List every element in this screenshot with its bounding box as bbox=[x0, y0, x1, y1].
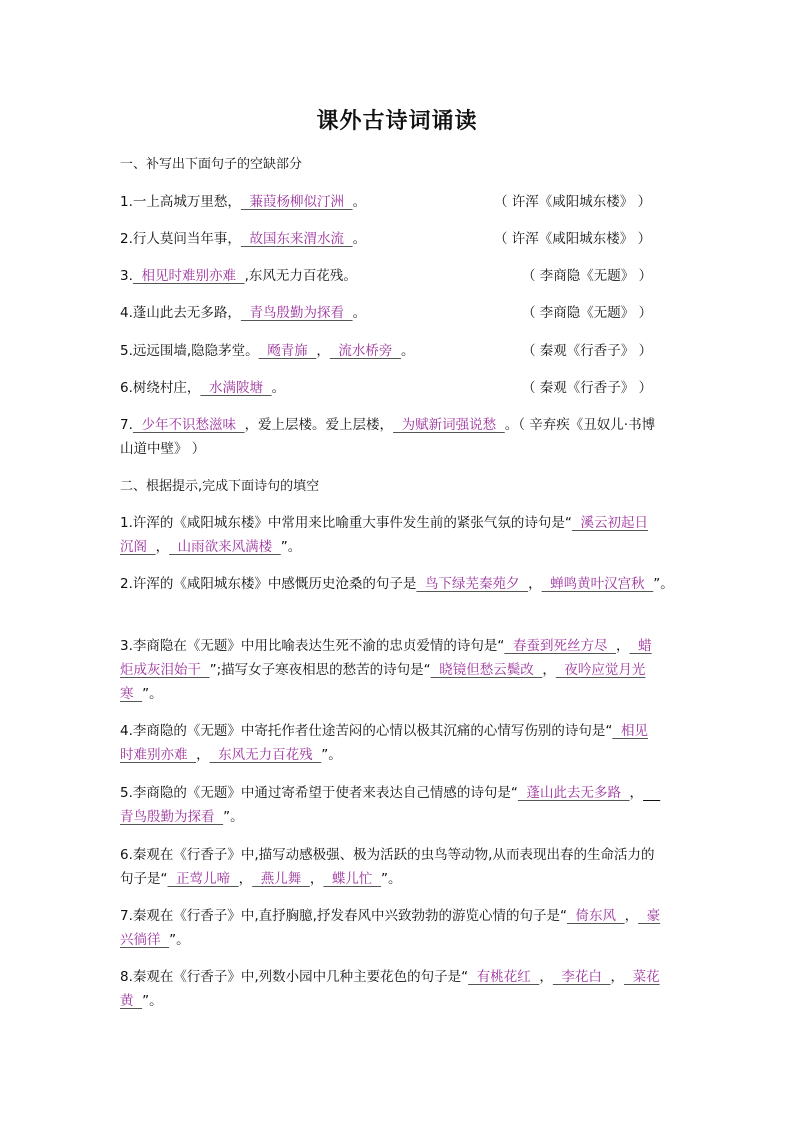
section2-heading: 二、根据提示,完成下面诗句的填空 bbox=[120, 479, 320, 494]
s2-q8-text: 8.秦观在《行香子》中,列数小园中几种主要花色的句子是“ bbox=[120, 969, 469, 985]
s2-q1-end: ”。 bbox=[280, 539, 302, 555]
s2-q6-line2 bbox=[120, 869, 402, 889]
s2-q3-sep2: ， bbox=[542, 662, 556, 678]
s2-q3-answer-4b: 寒 bbox=[120, 686, 143, 702]
s1-q6-answer: 水满陂塘 bbox=[200, 380, 272, 396]
s2-q4-answer-2: 东风无力百花残 bbox=[209, 747, 322, 763]
s2-q5-end: ”。 bbox=[223, 809, 244, 825]
s2-q6-sep2: ， bbox=[309, 871, 324, 887]
s2-q8-line2 bbox=[120, 991, 163, 1011]
s1-q6-end: 。 bbox=[271, 380, 286, 396]
s2-q7-text: 7.秦观在《行香子》中,直抒胸臆,抒发春风中兴致勃勃的游览心情的句子是“ bbox=[120, 908, 567, 924]
s1-q5-answer-2: 流水桥旁 bbox=[329, 343, 402, 359]
s2-q6: 6.秦观在《行香子》中,描写动感极强、极为活跃的虫鸟等动物,从而表现出春的生命活力的 bbox=[120, 847, 655, 863]
s2-q5-text: 5.李商隐的《无题》中通过寄希望于使者来表达自己情感的诗句是“ bbox=[120, 785, 518, 801]
s1-q1-end: 。 bbox=[352, 194, 367, 210]
s2-q7-answer-2a: 豪 bbox=[638, 908, 661, 924]
s2-q4-answer-1b: 时难别亦难 bbox=[120, 747, 197, 763]
s1-q7 bbox=[120, 415, 655, 435]
s2-q1-answer-1b: 沉阁 bbox=[120, 539, 156, 555]
s2-q3-line3 bbox=[120, 684, 163, 704]
s2-q7 bbox=[120, 906, 660, 926]
s2-q8-answer-3a: 菜花 bbox=[624, 969, 660, 985]
s2-q6-answer-2: 燕儿舞 bbox=[252, 871, 310, 887]
s2-q1 bbox=[120, 513, 648, 533]
s1-q2 bbox=[120, 229, 366, 249]
s2-q7-end: ”。 bbox=[169, 932, 190, 948]
s1-q3-answer: 相见时难别亦难 bbox=[132, 268, 245, 284]
s2-q3-answer-2a: 蜡 bbox=[629, 638, 652, 654]
s1-q3-end: ,东风无力百花残。 bbox=[244, 268, 357, 284]
s2-q4-answer-1a: 相见 bbox=[612, 723, 648, 739]
s1-q1-answer: 蒹葭杨柳似汀洲 bbox=[240, 194, 353, 210]
page-title: 课外古诗词诵读 bbox=[316, 108, 478, 134]
s2-q3-text: 3.李商隐在《无题》中用比喻表达生死不渝的忠贞爱情的诗句是“ bbox=[120, 638, 505, 654]
s2-q5-answer-1: 蓬山此去无多路 bbox=[517, 785, 630, 801]
s1-q1 bbox=[120, 192, 366, 212]
s2-q3-sep: ， bbox=[616, 638, 630, 654]
s2-q8 bbox=[120, 967, 660, 987]
s2-q1-text: 1.许浑的《咸阳城东楼》中常用来比喻重大事件发生前的紧张气氛的诗句是“ bbox=[120, 515, 572, 531]
s1-q6 bbox=[120, 378, 285, 398]
s2-q3-line2 bbox=[120, 660, 645, 680]
s1-q3-text: 3. bbox=[120, 268, 133, 284]
s1-q1-source: （ 许浑《咸阳城东楼》 ） bbox=[494, 194, 652, 210]
s2-q2-answer-2: 蝉鸣黄叶汉宫秋 bbox=[541, 576, 654, 592]
s2-q8-answer-2: 李花白 bbox=[552, 969, 611, 985]
s2-q4 bbox=[120, 721, 648, 741]
s2-q8-answer-1: 有桃花红 bbox=[468, 969, 540, 985]
s2-q3-answer-4a: 夜吟应觉月光 bbox=[555, 662, 646, 678]
s1-q7-answer-1: 少年不识愁滋味 bbox=[132, 417, 245, 433]
s2-q3-answer-3: 晓镜但愁云鬓改 bbox=[430, 662, 543, 678]
s2-q7-sep: ， bbox=[624, 908, 639, 924]
s1-q4-answer: 青鸟殷勤为探看 bbox=[240, 305, 353, 321]
s2-q4-sep: ， bbox=[196, 747, 210, 763]
s1-q6-source: （ 秦观《行香子》 ） bbox=[522, 380, 653, 396]
s2-q3-answer-1: 春蚕到死丝方尽 bbox=[504, 638, 617, 654]
s1-q3 bbox=[120, 266, 357, 286]
s2-q8-answer-3b: 黄 bbox=[120, 993, 143, 1009]
s2-q5-answer-2: 青鸟殷勤为探看 bbox=[120, 809, 224, 825]
s1-q7-answer-2: 为赋新词强说愁 bbox=[393, 417, 505, 433]
s2-q8-sep2: ， bbox=[610, 969, 625, 985]
s2-q2-answer-1: 鸟下绿芜秦苑夕 bbox=[416, 576, 529, 592]
s2-q6-end: ”。 bbox=[381, 871, 402, 887]
s2-q5 bbox=[120, 783, 660, 803]
s1-q7-text: 7. bbox=[120, 417, 133, 433]
s1-q2-answer: 故国东来渭水流 bbox=[240, 231, 353, 247]
s2-q4-line2 bbox=[120, 745, 342, 765]
s2-q6-sep: ， bbox=[238, 871, 253, 887]
s2-q3-answer-2b: 炬成灰泪始干 bbox=[120, 662, 210, 678]
s2-q5-line2 bbox=[120, 807, 244, 827]
s1-q2-text: 2.行人莫问当年事， bbox=[120, 231, 241, 247]
s2-q3-end: ”。 bbox=[142, 686, 163, 702]
s2-q2 bbox=[120, 574, 674, 594]
s2-q1-answer-1a: 溪云初起日 bbox=[571, 515, 648, 531]
s1-q4-text: 4.蓬山此去无多路， bbox=[120, 305, 241, 321]
s1-q4-source: （ 李商隐《无题》 ） bbox=[522, 305, 653, 321]
s2-q6-answer-1: 正莺儿啼 bbox=[167, 871, 239, 887]
s1-q2-end: 。 bbox=[352, 231, 367, 247]
s1-q2-source: （ 许浑《咸阳城东楼》 ） bbox=[494, 231, 652, 247]
s1-q5 bbox=[120, 341, 415, 361]
s2-q4-text: 4.李商隐的《无题》中寄托作者仕途苦闷的心情以极其沉痛的心情写伤别的诗句是“ bbox=[120, 723, 613, 739]
s2-q6-text2: 句子是“ bbox=[120, 871, 168, 887]
s2-q2-sep: ， bbox=[528, 576, 542, 592]
s2-q7-answer-2b: 兴徜徉 bbox=[120, 932, 170, 948]
s1-q6-text: 6.树绕村庄， bbox=[120, 380, 201, 396]
s1-q4 bbox=[120, 303, 366, 323]
s1-q7-line2: 山道中壁》 ） bbox=[120, 441, 206, 457]
s2-q3-mid2: ”;描写女子寒夜相思的愁苦的诗句是“ bbox=[209, 662, 431, 678]
s1-q4-end: 。 bbox=[352, 305, 367, 321]
s1-q5-sep: ， bbox=[316, 343, 330, 359]
s2-q2-text: 2.许浑的《咸阳城东楼》中感慨历史沧桑的句子是 bbox=[120, 576, 417, 592]
s2-q1-answer-2: 山雨欲来风满楼 bbox=[169, 539, 281, 555]
s2-q6-answer-3: 蝶儿忙 bbox=[323, 871, 382, 887]
s2-q5-sep: ， bbox=[629, 785, 644, 801]
s2-q7-answer-1: 倚东风 bbox=[566, 908, 625, 924]
s2-q3 bbox=[120, 636, 652, 656]
section1-heading: 一、补写出下面句子的空缺部分 bbox=[120, 157, 303, 172]
s2-q1-sep: ， bbox=[155, 539, 170, 555]
s1-q5-source: （ 秦观《行香子》 ） bbox=[522, 343, 653, 359]
s2-q7-line2 bbox=[120, 930, 190, 950]
s1-q3-source: （ 李商隐《无题》 ） bbox=[522, 268, 653, 284]
s1-q7-mid: ，爱上层楼。爱上层楼， bbox=[244, 417, 394, 433]
s1-q5-end: 。 bbox=[401, 343, 415, 359]
s2-q5-blank bbox=[643, 785, 660, 801]
s1-q5-text: 5.远远围墙,隐隐茅堂。 bbox=[120, 343, 259, 359]
s1-q1-text: 1.一上高城万里愁， bbox=[120, 194, 241, 210]
s2-q8-sep: ， bbox=[539, 969, 553, 985]
s2-q1-line2 bbox=[120, 537, 301, 557]
s1-q5-answer-1: 飏青旆 bbox=[258, 343, 317, 359]
s1-q7-end: 。（ 辛弃疾《丑奴儿·书博 bbox=[504, 417, 656, 433]
s2-q8-end: ”。 bbox=[142, 993, 163, 1009]
s2-q2-end: ”。 bbox=[653, 576, 674, 592]
s2-q4-end: ”。 bbox=[321, 747, 342, 763]
